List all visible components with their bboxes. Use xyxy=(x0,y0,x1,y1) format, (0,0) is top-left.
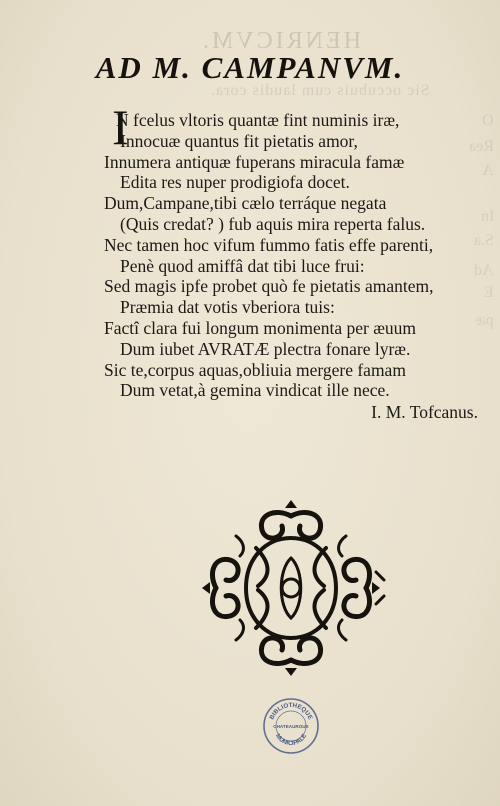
library-stamp-icon xyxy=(262,697,320,755)
poem-body xyxy=(104,110,484,401)
bleed-through-fragment: pæ xyxy=(475,312,494,329)
poem-line: Dum vetat,à gemina vindicat ille nece. xyxy=(120,380,390,401)
poem-line: Innumera antiquæ fuperans miracula famæ xyxy=(104,151,405,172)
poem-heading: AD M. CAMPANVM. xyxy=(95,50,405,85)
poem-line: Edita res nuper prodigiofa docet. xyxy=(120,172,350,193)
poem-line: (Quis credat? ) fub aquis mira reperta falus. xyxy=(120,213,426,234)
stamp-middle-text: CHATEAUROUX xyxy=(273,724,309,729)
poem-line: Dum,Campane,tibi cælo terráque negata xyxy=(104,193,387,214)
poem-line: Dum iubet AVRATÆ plectra fonare lyræ. xyxy=(120,338,411,359)
bleed-through-fragment: Ad xyxy=(474,262,494,279)
bleed-through-header: HENRICVM. xyxy=(200,28,362,54)
poem-line: Nec tamen hoc vifum fummo fatis effe parenti, xyxy=(104,234,434,255)
poem-line: Sic te,corpus aquas,obliuia mergere famam xyxy=(104,359,406,380)
drop-cap: I xyxy=(112,99,129,155)
poem-line: Innocuæ quantus fit pietatis amor, xyxy=(120,130,358,151)
stamp-top-text: BIBLIOTHEQUE xyxy=(268,701,314,721)
bleed-through-fragment: E xyxy=(484,284,494,301)
stamp-bottom-text: MUNICIPALE xyxy=(273,732,309,748)
poem-line: N fcelus vltoris quantæ fint numinis iræ, xyxy=(116,110,400,130)
bleed-through-fragment: Rea xyxy=(469,138,494,155)
bleed-through-subline: Sic occubuis cum laudis cora. xyxy=(210,82,430,99)
bleed-through-fragment: S.a xyxy=(474,232,494,249)
fleuron-ornament-icon xyxy=(196,498,386,678)
poem-signature: I. M. Tofcanus. xyxy=(371,402,478,422)
bleed-through-fragment: In xyxy=(480,208,494,225)
bleed-through-fragment: A xyxy=(482,162,494,179)
poem-line: Factî clara fui longum monimenta per æuum xyxy=(104,317,417,338)
poem-line: Præmia dat votis vberiora tuis: xyxy=(120,297,335,318)
poem-line: Sed magis ipfe probet quò fe pietatis amantem, xyxy=(104,276,434,297)
bleed-through-fragment: O xyxy=(482,112,494,129)
svg-text:MUNICIPALE xyxy=(274,733,308,748)
poem-line: Penè quod amiffâ dat tibi luce frui: xyxy=(120,255,365,276)
